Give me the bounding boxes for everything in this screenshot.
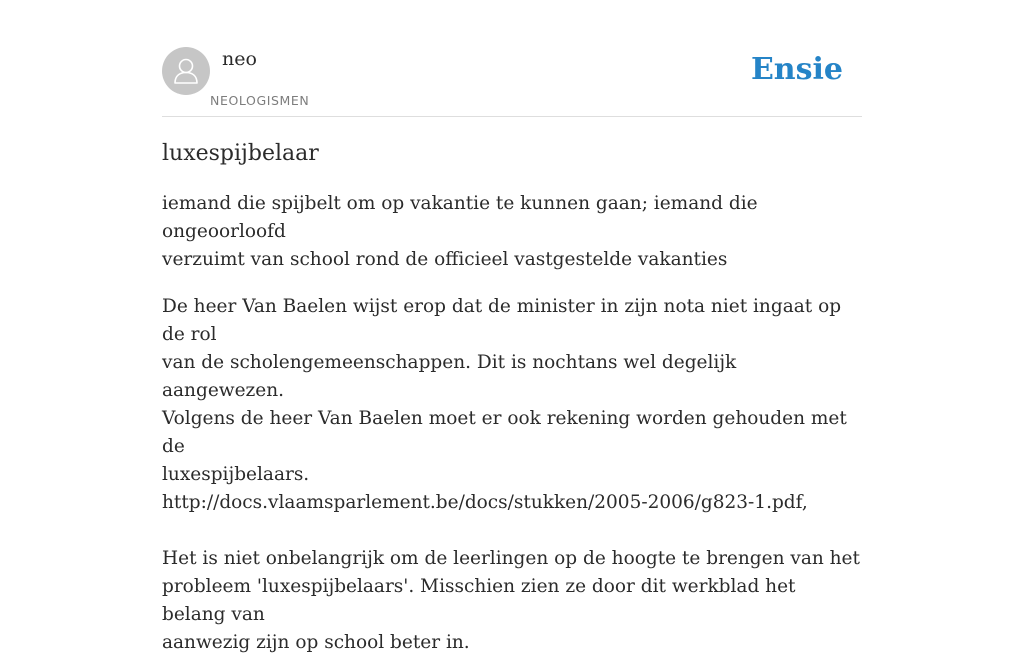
brand-logo[interactable]: Ensie	[750, 52, 843, 87]
entry-content	[162, 138, 862, 657]
entry-example	[162, 293, 862, 657]
definition-line: verzuimt van school rond de officieel vastgestelde vakanties	[162, 249, 728, 270]
example-line: luxespijbelaars.	[162, 464, 310, 485]
category-link[interactable]: NEOLOGISMEN	[210, 93, 310, 108]
example-source-link: http://docs.vlaamsparlement.be/docs/stukken/2005-2006/g823-1.pdf,	[162, 492, 808, 513]
example-line: De heer Van Baelen wijst erop dat de minister in zijn nota niet ingaat op de rol	[162, 296, 842, 345]
example-spacer	[162, 517, 862, 545]
username-link[interactable]: neo	[222, 48, 257, 70]
user-avatar[interactable]	[162, 47, 210, 95]
example-line: Het is niet onbelangrijk om de leerlingen op de hoogte te brengen van het	[162, 548, 860, 569]
example-line: probleem 'luxespijbelaars'. Misschien zien ze door dit werkblad het belang van	[162, 576, 796, 625]
entry-definition	[162, 190, 862, 274]
entry-term: luxespijbelaar	[162, 141, 319, 166]
example-line: van de scholengemeenschappen. Dit is nochtans wel degelijk aangewezen.	[162, 352, 737, 401]
example-line: Volgens de heer Van Baelen moet er ook rekening worden gehouden met de	[162, 408, 847, 457]
entry-header	[162, 46, 862, 117]
example-line: aanwezig zijn op school beter in.	[162, 632, 470, 653]
definition-line: iemand die spijbelt om op vakantie te kunnen gaan; iemand die ongeoorloofd	[162, 193, 758, 242]
user-silhouette-icon	[162, 47, 210, 95]
